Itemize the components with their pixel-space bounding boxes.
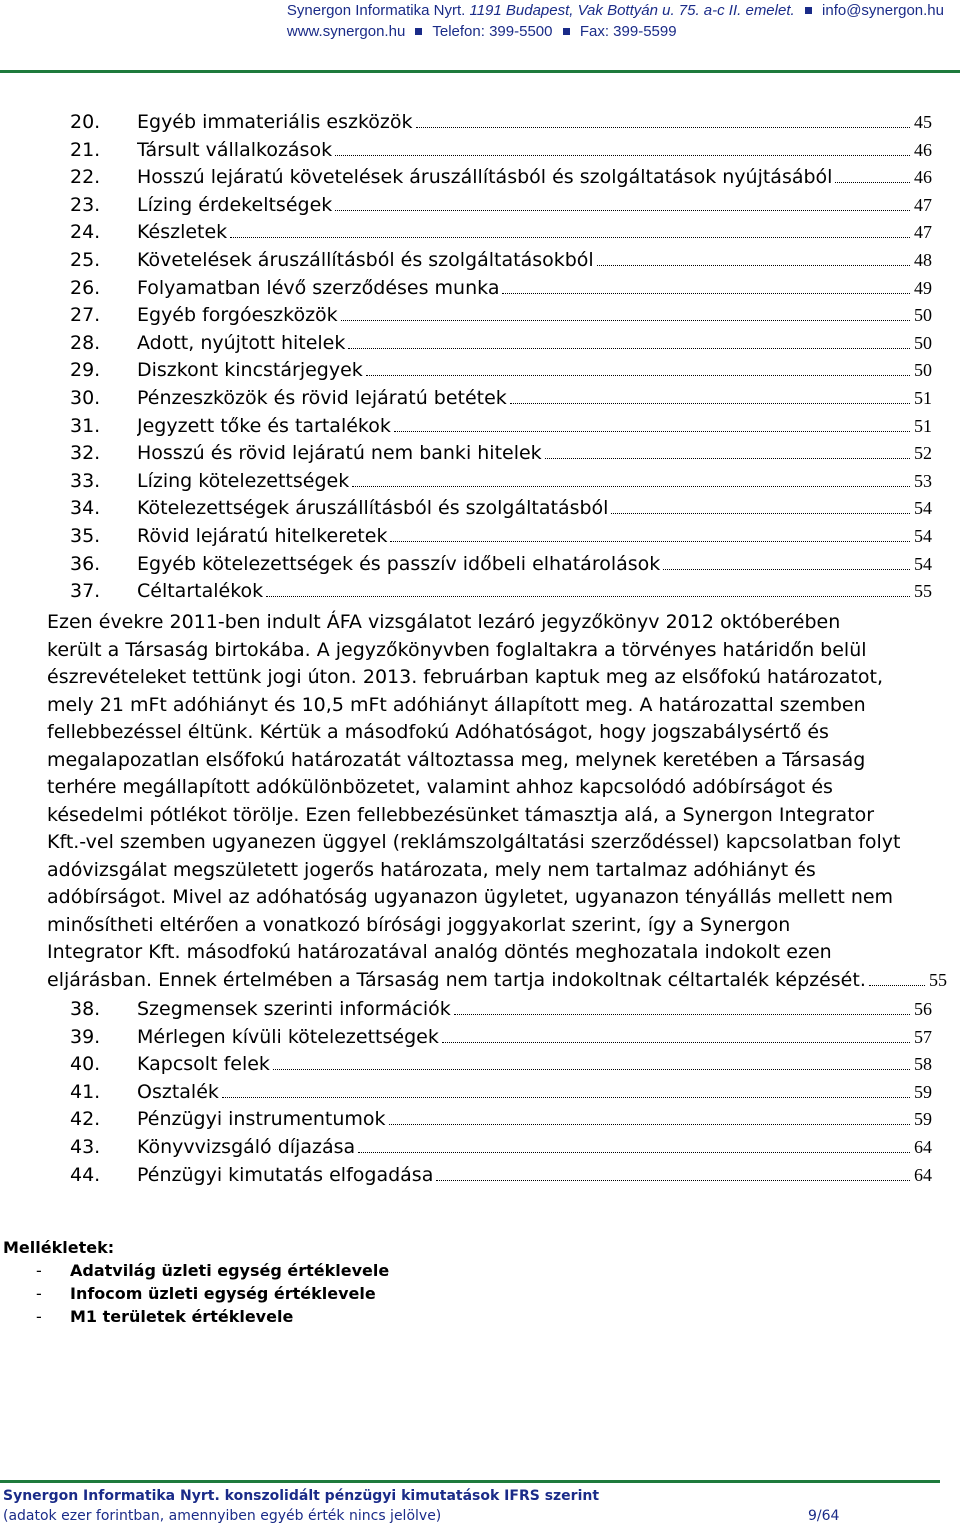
toc-entry[interactable]	[0, 329, 960, 357]
toc-entry-title: Szegmensek szerinti információk	[137, 998, 451, 1020]
toc-entry[interactable]	[0, 108, 960, 136]
toc-entry-number: 27.	[70, 304, 101, 327]
toc-entry-number: 39.	[70, 1025, 101, 1048]
paragraph-line: megalapozatlan elsőfokú határozatát változtassa meg, melynek keretében a Társaság	[47, 748, 866, 771]
toc-entry[interactable]	[0, 246, 960, 274]
toc-entry-page: 64	[914, 1164, 932, 1185]
toc-entry-page: 52	[914, 443, 932, 464]
list-bullet: -	[36, 1261, 42, 1280]
toc-entry-line	[137, 439, 932, 467]
toc-entry-page: 46	[914, 139, 932, 160]
header-separator-icon	[415, 28, 422, 35]
paragraph-line: késedelmi pótlékot törölje. Ezen fellebbezésünket támasztja alá, a Synergon Integrator	[47, 803, 875, 826]
toc-entry-title: Hosszú lejáratú követelések áruszállításból és szolgáltatások nyújtásából	[137, 166, 833, 189]
toc-entry-page: 58	[914, 1054, 932, 1075]
footer-title: Synergon Informatika Nyrt. konszolidált pénzügyi kimutatások IFRS szerint	[3, 1488, 600, 1504]
toc-entry[interactable]	[0, 1050, 960, 1078]
toc-leader	[502, 293, 910, 294]
toc-entry-line	[137, 136, 932, 164]
toc-entry-line	[137, 1105, 932, 1133]
toc-entry[interactable]	[0, 439, 960, 467]
toc-entry-page: 55	[914, 581, 932, 602]
paragraph-line: Ezen évekre 2011-ben indult ÁFA vizsgálatot lezáró jegyzőkönyv 2012 októberében	[47, 611, 841, 633]
paragraph-line: Kft.-vel szemben ugyanezen üggyel (reklámszolgáltatási szerződéssel) kapcsolatban folyt	[47, 831, 901, 853]
toc-entry-number: 34.	[70, 497, 101, 520]
toc-leader	[436, 1180, 910, 1181]
toc-entry-page: 59	[914, 1081, 932, 1102]
paragraph-line: adóvizsgálat megszületett jogerős határozata, mely nem tartalmaz adóhiányt és	[47, 858, 816, 881]
toc-entry-number: 33.	[70, 469, 101, 492]
toc-leader	[510, 403, 910, 404]
toc-entry-number: 29.	[70, 359, 101, 382]
toc-entry-number: 41.	[70, 1080, 101, 1103]
toc-entry-line	[137, 108, 932, 136]
toc-entry-title: Követelések áruszállításból és szolgáltatásokból	[137, 249, 594, 271]
toc-entry-page: 53	[914, 470, 932, 491]
toc-entry-title: Rövid lejáratú hitelkeretek	[137, 525, 388, 547]
header-fax: Fax: 399-5599	[579, 23, 677, 40]
paragraph-page-number: 55	[929, 969, 947, 990]
toc-entry-page: 50	[914, 332, 932, 353]
toc-entry-number: 31.	[70, 414, 101, 437]
footer-divider	[0, 1480, 940, 1483]
toc-entry-number: 42.	[70, 1108, 101, 1131]
toc-entry-title: Pénzügyi kimutatás elfogadása	[137, 1163, 434, 1186]
toc-leader	[273, 1069, 910, 1070]
toc-leader	[394, 431, 910, 432]
toc-leader	[416, 127, 910, 128]
toc-entry-page: 56	[914, 999, 932, 1019]
header-separator-icon	[563, 28, 570, 35]
toc-entry-line	[137, 218, 932, 246]
toc-leader	[663, 569, 910, 570]
toc-entry[interactable]	[0, 384, 960, 412]
toc-entry-page: 57	[914, 1026, 932, 1047]
toc-entry-number: 38.	[70, 998, 101, 1020]
toc-entry-title: Osztalék	[137, 1080, 219, 1103]
toc-entry[interactable]	[0, 1161, 960, 1189]
toc-leader	[348, 348, 910, 349]
toc-entry-line	[137, 1133, 932, 1161]
toc-entry[interactable]	[0, 522, 960, 550]
header-line-2	[287, 21, 944, 42]
attachment-item-text: Infocom üzleti egység értéklevele	[70, 1284, 376, 1303]
toc-entry-number: 44.	[70, 1163, 101, 1186]
toc-entry-title: Hosszú és rövid lejáratú nem banki hitelek	[137, 442, 542, 465]
toc-entry[interactable]	[0, 1078, 960, 1106]
toc-entry-line	[137, 494, 932, 522]
toc-entry[interactable]	[0, 494, 960, 522]
toc-entry[interactable]	[0, 550, 960, 578]
attachments-section	[3, 1236, 114, 1260]
attachment-item-text: Adatvilág üzleti egység értéklevele	[70, 1261, 390, 1280]
toc-entry-line	[137, 467, 932, 495]
toc-entry-title: Könyvvizsgáló díjazása	[137, 1136, 356, 1158]
toc-entry-line	[137, 1161, 932, 1189]
toc-entry-number: 25.	[70, 249, 101, 271]
toc-entry[interactable]	[0, 136, 960, 164]
header-web-link[interactable]: www.synergon.hu	[286, 23, 406, 40]
toc-entry-page: 50	[914, 360, 932, 381]
toc-entry-line	[137, 550, 932, 578]
toc-entry[interactable]	[0, 191, 960, 219]
toc-entry-number: 20.	[70, 111, 101, 133]
toc-entry-line	[137, 1078, 932, 1106]
toc-leader	[835, 182, 910, 183]
toc-leader	[335, 155, 910, 156]
toc-entry-line	[137, 384, 932, 412]
paragraph-line: adóbírságot. Mivel az adóhatóság ugyanazon ügyletet, ugyanazon tényállás mellett nem	[47, 886, 894, 908]
toc-entry[interactable]	[0, 301, 960, 329]
toc-entry-page: 51	[914, 415, 932, 436]
header-email-link[interactable]: info@synergon.hu	[822, 2, 944, 19]
toc-entry-number: 43.	[70, 1136, 101, 1158]
toc-entry[interactable]	[0, 1023, 960, 1051]
toc-entry-number: 21.	[70, 138, 101, 161]
toc-leader	[390, 541, 910, 542]
toc-entry-line	[137, 274, 932, 302]
toc-leader	[222, 1097, 910, 1098]
header-separator-icon	[805, 7, 812, 14]
toc-entry[interactable]	[0, 1133, 960, 1161]
toc-entry-line	[137, 522, 932, 550]
footer-note	[3, 1508, 840, 1524]
paragraph-line: fellebbezéssel éltünk. Kértük a másodfokú Adóhatóságot, hogy jogszabálysértő és	[47, 721, 829, 743]
toc-entry-line	[137, 412, 932, 440]
paragraph-last-line	[47, 967, 947, 995]
toc-entry-page: 46	[914, 167, 932, 188]
toc-entry-line	[137, 246, 932, 274]
toc-entry-page: 45	[914, 112, 932, 132]
page-header	[287, 0, 944, 42]
toc-leader	[611, 513, 910, 514]
toc-entry-title: Lízing érdekeltségek	[137, 193, 333, 216]
list-bullet: -	[36, 1307, 42, 1326]
toc-leader	[358, 1152, 910, 1153]
toc-leader	[442, 1042, 910, 1043]
paragraph-last-text: eljárásban. Ennek értelmében a Társaság nem tartja indokoltnak céltartalék képzését.	[47, 968, 866, 991]
toc-entry-title: Egyéb kötelezettségek és passzív időbeli elhatárolások	[137, 552, 661, 575]
toc-entry-title: Adott, nyújtott hitelek	[137, 331, 346, 354]
toc-entry-number: 22.	[70, 166, 101, 189]
toc-entry[interactable]	[0, 412, 960, 440]
toc-entry[interactable]	[0, 356, 960, 384]
toc-entry-number: 30.	[70, 387, 101, 409]
toc-entry-page: 47	[914, 222, 932, 243]
toc-leader	[545, 458, 910, 459]
toc-entry-number: 32.	[70, 442, 101, 465]
toc-entry-line	[137, 577, 932, 605]
toc-leader	[869, 985, 925, 986]
paragraph-line: terhére megállapított adókülönbözetet, valamint ahhoz kapcsolódó adóbírságot és	[47, 776, 833, 798]
toc-entry-number: 37.	[70, 580, 101, 603]
toc-entry-title: Mérlegen kívüli kötelezettségek	[137, 1025, 439, 1048]
toc-entry[interactable]	[0, 163, 960, 191]
toc-entry-title: Pénzeszközök és rövid lejáratú betétek	[137, 387, 507, 409]
toc-entry-line	[137, 301, 932, 329]
toc-entry-number: 26.	[70, 276, 101, 299]
toc-entry[interactable]	[0, 995, 960, 1023]
attachments-title: Mellékletek:	[3, 1238, 115, 1257]
toc-entry-page: 54	[914, 526, 932, 546]
toc-entry-page: 59	[914, 1109, 932, 1130]
toc-entry-line	[137, 356, 932, 384]
paragraph-line: Integrator Kft. másodfokú határozatával analóg döntés meghozatala indokolt ezen	[47, 941, 832, 963]
footer-note-text: (adatok ezer forintban, amennyiben egyéb érték nincs jelölve)	[3, 1508, 442, 1524]
toc-leader	[230, 237, 910, 238]
header-address: 1191 Budapest, Vak Bottyán u. 75. a-c II. emelet.	[469, 2, 795, 19]
attachment-item-text: M1 területek értéklevele	[70, 1307, 294, 1326]
toc-entry-number: 23.	[70, 193, 101, 216]
toc-leader	[597, 265, 910, 266]
toc-entry-title: Jegyzett tőke és tartalékok	[137, 414, 391, 437]
toc-leader	[366, 375, 910, 376]
toc-entry-number: 35.	[70, 525, 101, 547]
toc-entry-title: Egyéb forgóeszközök	[137, 304, 338, 327]
ceiltartalek-paragraph	[47, 609, 947, 994]
toc-entry-page: 51	[914, 388, 932, 408]
toc-entry-line	[137, 191, 932, 219]
header-company: Synergon Informatika Nyrt.	[286, 2, 466, 19]
toc-leader	[352, 486, 910, 487]
toc-leader	[266, 596, 910, 597]
toc-entry-number: 36.	[70, 552, 101, 575]
toc-entry-line	[137, 1050, 932, 1078]
paragraph-line: minősítheti eltérően a vonatkozó bírósági joggyakorlat szerint, így a Synergon	[47, 913, 791, 936]
header-line-1	[287, 0, 944, 21]
toc-entry-title: Pénzügyi instrumentumok	[137, 1108, 386, 1131]
toc-entry-number: 24.	[70, 221, 101, 244]
footer-page-number: 9/64	[808, 1508, 840, 1524]
paragraph-line: került a Társaság birtokába. A jegyzőkönyvben foglaltakra a törvényes határidőn belül	[47, 638, 867, 661]
list-bullet: -	[36, 1284, 42, 1303]
toc-entry-number: 40.	[70, 1053, 101, 1076]
toc-entry-title: Lízing kötelezettségek	[137, 469, 350, 492]
toc-entry[interactable]	[0, 467, 960, 495]
toc-entry-title: Társult vállalkozások	[137, 138, 333, 161]
toc-entry-line	[137, 1023, 932, 1051]
header-divider	[0, 70, 960, 73]
toc-entry-line	[137, 163, 932, 191]
toc-entry-page: 54	[914, 553, 932, 574]
toc-entry-title: Készletek	[137, 221, 228, 244]
paragraph-line: mely 21 mFt adóhiányt és 10,5 mFt adóhiányt állapított meg. A határozattal szemben	[47, 693, 866, 716]
paragraph-line: észrevételeket tettünk jogi úton. 2013. februárban kaptuk meg az elsőfokú határozatot,	[47, 666, 883, 688]
toc-leader	[335, 210, 910, 211]
header-phone: Telefon: 399-5500	[432, 23, 553, 40]
toc-entry-title: Céltartalékok	[137, 580, 264, 603]
toc-entry-page: 48	[914, 250, 932, 270]
toc-entry-line	[137, 329, 932, 357]
toc-leader	[454, 1014, 910, 1015]
toc-entry[interactable]	[0, 1105, 960, 1133]
toc-entry-line	[137, 995, 932, 1023]
toc-leader	[341, 320, 910, 321]
toc-entry-number: 28.	[70, 331, 101, 354]
toc-leader	[389, 1124, 910, 1125]
toc-entry-title: Kötelezettségek áruszállításból és szolgáltatásból	[137, 497, 609, 520]
toc-entry-page: 47	[914, 194, 932, 215]
toc-entry-title: Diszkont kincstárjegyek	[137, 359, 363, 382]
toc-entry-page: 49	[914, 277, 932, 298]
paragraph-lines	[47, 609, 947, 967]
toc-entry-title: Folyamatban lévő szerződéses munka	[137, 276, 500, 299]
toc-entry-title: Kapcsolt felek	[137, 1053, 270, 1076]
toc-entry[interactable]	[0, 577, 960, 605]
toc-entry[interactable]	[0, 274, 960, 302]
toc-entry-title: Egyéb immateriális eszközök	[137, 111, 413, 133]
toc-entry-page: 50	[914, 305, 932, 326]
toc-entry-page: 54	[914, 498, 932, 519]
toc-entry-page: 64	[914, 1137, 932, 1157]
toc-entry[interactable]	[0, 218, 960, 246]
